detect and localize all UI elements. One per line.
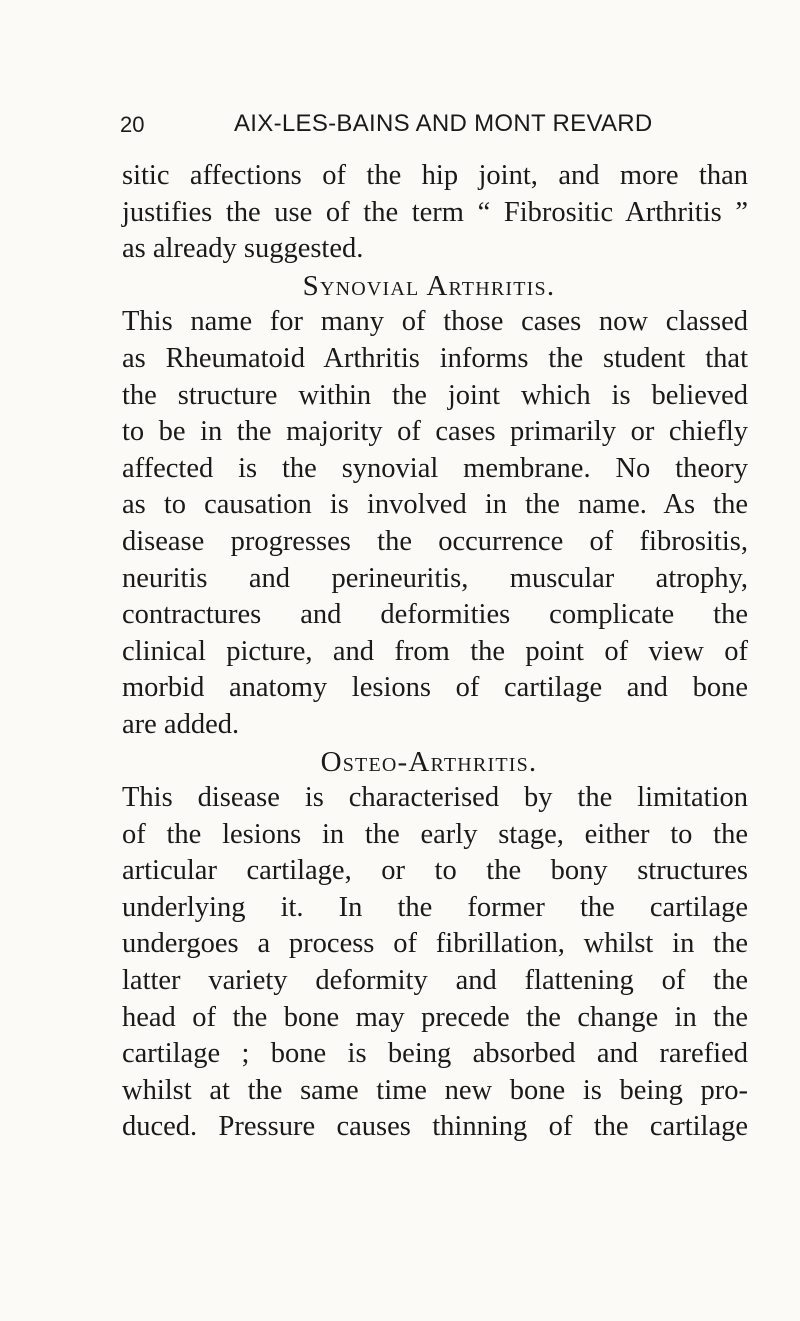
text-line: the structure within the joint which is believed [122,379,748,411]
text-line: neuritis and perineuritis, muscular atrophy, [122,562,748,594]
text-line: sitic affections of the hip joint, and more than [122,160,748,191]
text-line: justifies the use of the term “ Fibrositic Arthritis ” [122,196,748,228]
text-line: whilst at the same time new bone is being pro- [122,1074,748,1106]
text-line: duced. Pressure causes thinning of the cartilage [122,1111,748,1143]
running-head: AIX-LES-BAINS AND MONT REVARD [234,110,653,137]
text-line: disease progresses the occurrence of fibrositis, [122,525,748,557]
text-line: undergoes a process of fibrillation, whilst in the [122,928,748,960]
text-line: of the lesions in the early stage, either to the [122,818,748,850]
section-heading-osteo-arthritis: Osteo-Arthritis. [320,745,538,778]
text-line: This disease is characterised by the limitation [122,782,748,814]
text-line: to be in the majority of cases primarily or chiefly [122,416,748,448]
text-line: as Rheumatoid Arthritis informs the student that [122,342,748,374]
text-line: articular cartilage, or to the bony structures [122,855,748,887]
body-text [122,158,748,1146]
text-line: clinical picture, and from the point of view of [122,635,748,667]
text-line: cartilage ; bone is being absorbed and rarefied [122,1038,748,1070]
text-line: as already suggested. [122,233,364,265]
text-line: morbid anatomy lesions of cartilage and bone [122,672,748,704]
text-line: as to causation is involved in the name. As the [122,489,748,521]
text-line: latter variety deformity and flattening of the [122,965,748,997]
text-line: This name for many of those cases now classed [122,306,748,338]
page-number: 20 [120,112,145,137]
text-line: are added. [122,708,240,740]
page-header [120,104,740,144]
section-heading-synovial-arthritis: Synovial Arthritis. [302,269,556,302]
text-line: affected is the synovial membrane. No theory [122,452,748,484]
text-line: underlying it. In the former the cartilage [122,891,748,923]
text-line: head of the bone may precede the change in the [122,1001,748,1033]
text-line: contractures and deformities complicate the [122,599,748,631]
